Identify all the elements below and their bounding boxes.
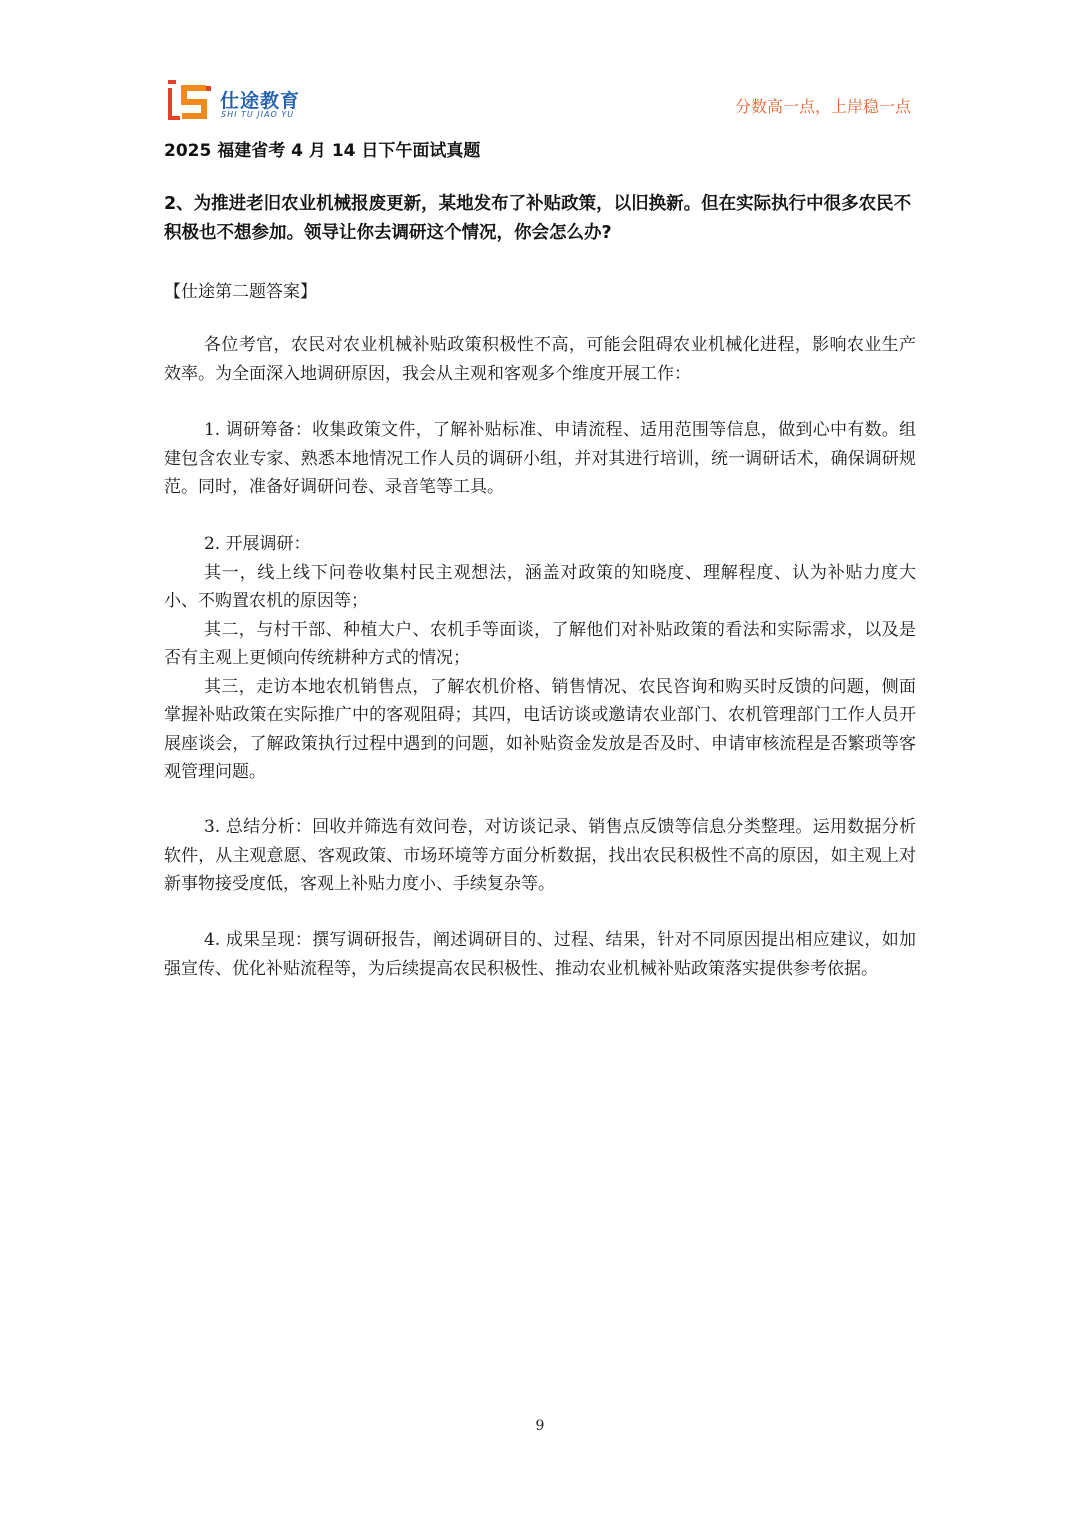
page-number: 9 xyxy=(535,1418,545,1434)
brand-logo xyxy=(166,78,326,126)
step-1-paragraph: 1. 调研筹备：收集政策文件，了解补贴标准、申请流程、适用范围等信息，做到心中有数。组建包含农业专家、熟悉本地情况工作人员的调研小组，并对其进行培训，统一调研话术，确保调研规范。同时，准备好调研问卷、录音笔等工具。 xyxy=(164,420,916,497)
answer-step-1 xyxy=(164,416,916,502)
answer-heading: 【仕途第二题答案】 xyxy=(164,282,317,302)
shitu-s-logo-icon xyxy=(166,78,214,124)
answer-step-4 xyxy=(164,926,916,983)
step-3-paragraph: 3. 总结分析：回收并筛选有效问卷，对访谈记录、销售点反馈等信息分类整理。运用数据分析软件，从主观意愿、客观政策、市场环境等方面分析数据，找出农民积极性不高的原因，如主观上对新事物接受度低，客观上补贴力度小、手续复杂等。 xyxy=(164,817,916,894)
answer-step-3 xyxy=(164,813,916,899)
step-4-paragraph: 4. 成果呈现：撰写调研报告，阐述调研目的、过程、结果，针对不同原因提出相应建议，如加强宣传、优化补贴流程等，为后续提高农民积极性、推动农业机械补贴政策落实提供参考依据。 xyxy=(164,930,916,979)
brand-subtitle: SHI TU JIAO YU xyxy=(221,110,295,119)
brand-name: 仕途教育 xyxy=(220,90,301,112)
answer-step-2 xyxy=(164,530,916,787)
header-slogan: 分数高一点，上岸稳一点 xyxy=(734,97,911,116)
step-2-title: 2. 开展调研： xyxy=(203,534,311,554)
answer-intro xyxy=(164,331,916,388)
intro-paragraph: 各位考官，农民对农业机械补贴政策积极性不高，可能会阻碍农业机械化进程，影响农业生产效率。为全面深入地调研原因，我会从主观和客观多个维度开展工作： xyxy=(164,335,916,384)
question-text: 2、为推进老旧农业机械报废更新，某地发布了补贴政策，以旧换新。但在实际执行中很多农民不积极也不想参加。领导让你去调研这个情况，你会怎么办? xyxy=(164,194,912,243)
step-2-paragraph-1: 其一，线上线下问卷收集村民主观想法，涵盖对政策的知晓度、理解程度、认为补贴力度大小、不购置农机的原因等； xyxy=(164,562,916,611)
document-title: 2025 福建省考 4 月 14 日下午面试真题 xyxy=(164,141,481,161)
step-2-paragraph-3: 其三，走访本地农机销售点，了解农机价格、销售情况、农民咨询和购买时反馈的问题，侧面掌握补贴政策在实际推广中的客观阻碍；其四，电话访谈或邀请农业部门、农机管理部门工作人员开展座谈会，了解政策执行过程中遇到的问题，如补贴资金发放是否及时、申请审核流程是否繁琐等客观管理问题。 xyxy=(164,676,916,782)
step-2-paragraph-2: 其二，与村干部、种植大户、农机手等面谈，了解他们对补贴政策的看法和实际需求，以及是否有主观上更倾向传统耕种方式的情况； xyxy=(164,619,916,668)
